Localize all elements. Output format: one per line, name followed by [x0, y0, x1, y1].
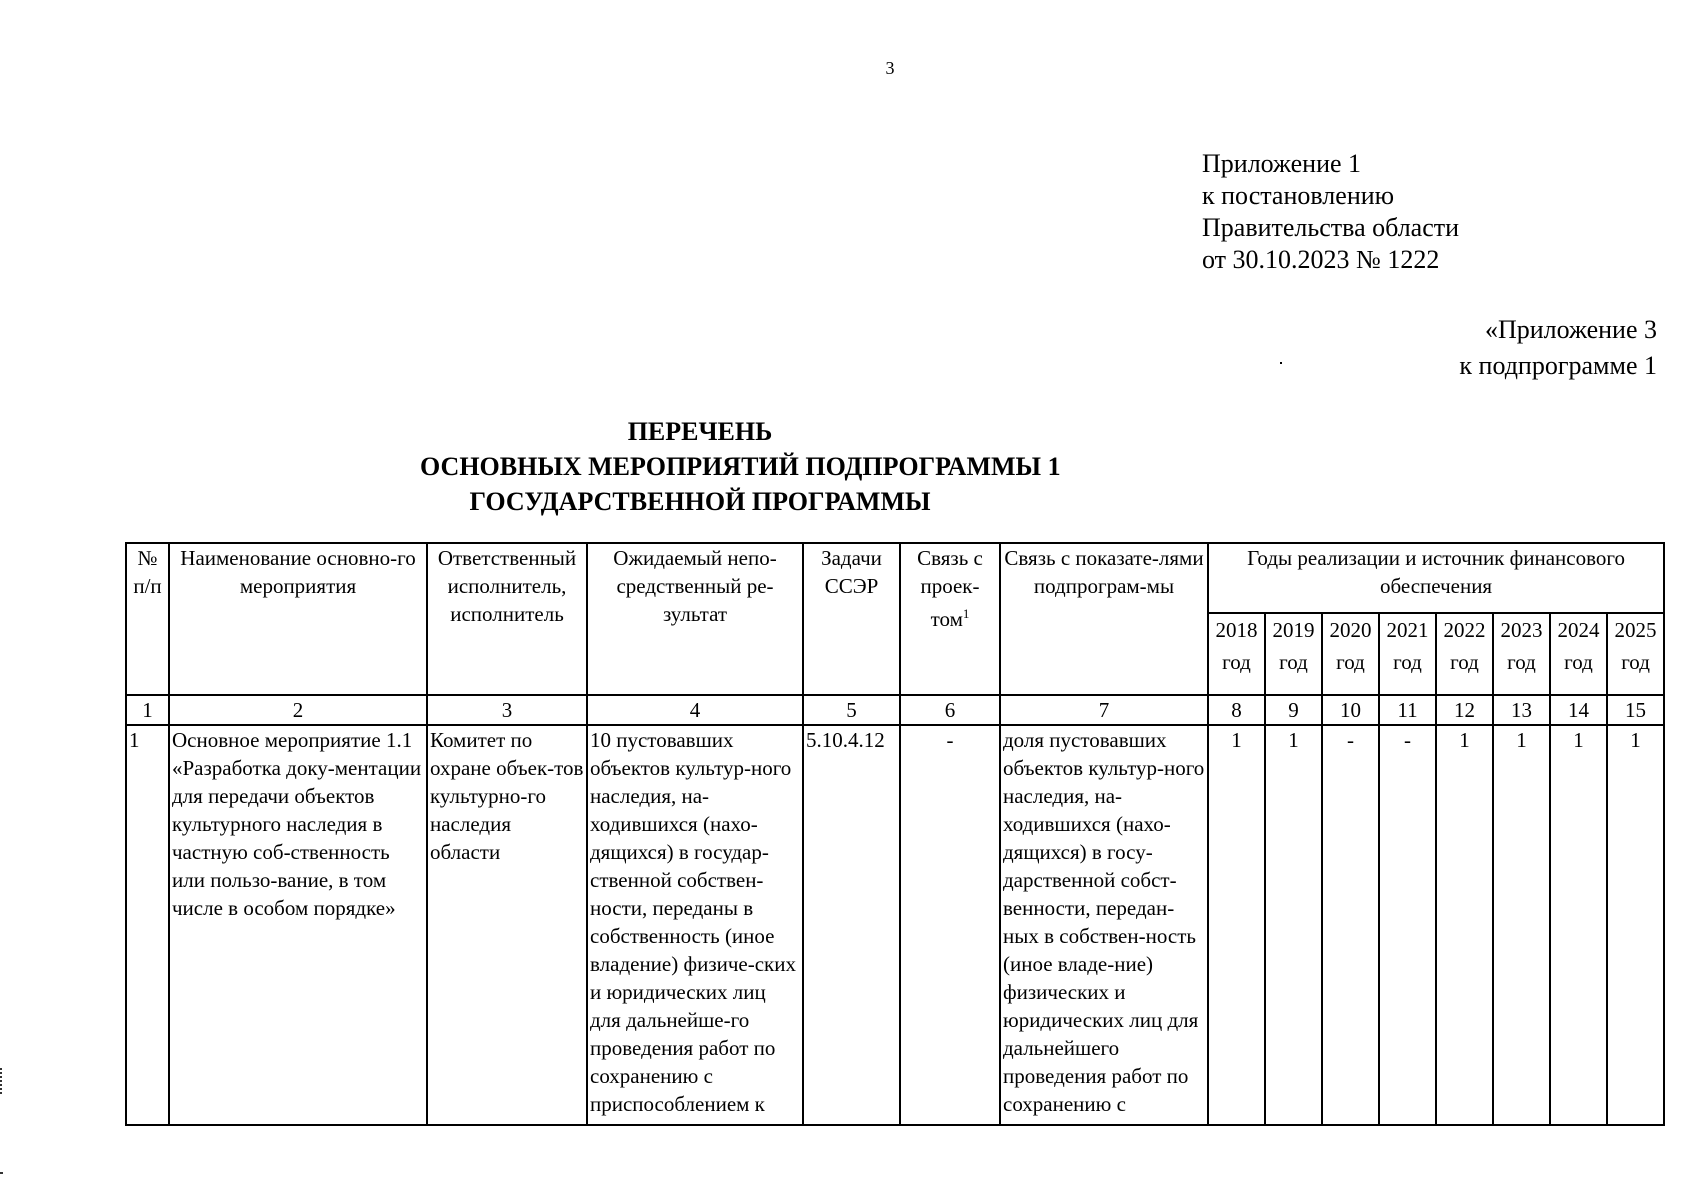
- title-line-1: ПЕРЕЧЕНЬ: [627, 417, 773, 446]
- measures-table: [125, 542, 1665, 1126]
- appendix-1-line-4: от 30.10.2023 № 1222: [1202, 245, 1440, 274]
- row-year-value: 1: [1607, 725, 1664, 1125]
- row-year-value: 1: [1208, 725, 1265, 1125]
- column-number: 7: [1000, 695, 1208, 725]
- header-indicators: Связь с показате-лями подпрограм-мы: [1000, 543, 1208, 695]
- column-number: 1: [126, 695, 169, 725]
- header-years-group: Годы реализации и источник финансового обеспечения: [1208, 543, 1664, 613]
- row-project: -: [900, 725, 1000, 1125]
- header-year: 2022 год: [1436, 613, 1493, 695]
- column-number: 6: [900, 695, 1000, 725]
- row-year-value: -: [1322, 725, 1379, 1125]
- column-number: 14: [1550, 695, 1607, 725]
- header-row: [126, 543, 1664, 613]
- title-line-2: ОСНОВНЫХ МЕРОПРИЯТИЙ ПОДПРОГРАММЫ 1: [420, 452, 1061, 481]
- column-number: 3: [427, 695, 587, 725]
- row-indicators: доля пустовавших объектов культур-ного наследия, на-ходившихся (нахо-дящихся) в госу-дарственной собст-венности, передан-ных в собствен-ность (иное владе-ние) физических и юридических лиц для дальнейшего проведения работ по сохранению с: [1000, 725, 1208, 1125]
- header-year: 2025 год: [1607, 613, 1664, 695]
- header-year: 2023 год: [1493, 613, 1550, 695]
- scan-speck: [1280, 362, 1282, 364]
- column-number: 11: [1379, 695, 1436, 725]
- row-executor: Комитет по охране объек-тов культурно-го наследия области: [427, 725, 587, 1125]
- row-year-value: 1: [1436, 725, 1493, 1125]
- column-number: 12: [1436, 695, 1493, 725]
- header-executor: Ответственный исполнитель, исполнитель: [427, 543, 587, 695]
- header-year: 2021 год: [1379, 613, 1436, 695]
- row-num: 1: [126, 725, 169, 1125]
- appendix-1-block: [1202, 148, 1459, 276]
- column-number: 15: [1607, 695, 1664, 725]
- header-year: 2020 год: [1322, 613, 1379, 695]
- header-name: Наименование основно-го мероприятия: [169, 543, 427, 695]
- margin-mark: [0, 1068, 4, 1094]
- column-number: 8: [1208, 695, 1265, 725]
- header-year: 2024 год: [1550, 613, 1607, 695]
- header-project-label: Связь с проек-том: [917, 546, 983, 631]
- header-result: Ожидаемый непо-средственный ре-зультат: [587, 543, 803, 695]
- column-number: 2: [169, 695, 427, 725]
- row-tasks: 5.10.4.12: [803, 725, 900, 1125]
- appendix-3-line-2: к подпрограмме 1: [1459, 351, 1657, 380]
- appendix-3-line-1: «Приложение 3: [1484, 315, 1657, 344]
- appendix-1-line-3: Правительства области: [1202, 213, 1460, 242]
- document-title: [420, 414, 1061, 519]
- appendix-3-block: [1459, 312, 1657, 384]
- page-number: 3: [885, 58, 895, 78]
- margin-mark: [0, 1172, 3, 1174]
- header-tasks: Задачи ССЭР: [803, 543, 900, 695]
- table-row: [126, 725, 1664, 1125]
- appendix-1-line-1: Приложение 1: [1202, 149, 1362, 178]
- row-result: 10 пустовавших объектов культур-ного наследия, на-ходившихся (нахо-дящихся) в государ-ственной собствен-ности, переданы в собственность (иное владение) физиче-ских и юридических лиц для дальнейше-го проведения работ по сохранению с приспособлением к: [587, 725, 803, 1125]
- row-name: Основное мероприятие 1.1 «Разработка доку-ментации для передачи объектов культурного наследия в частную соб-ственность или пользо-вание, в том числе в особом порядке»: [169, 725, 427, 1125]
- header-year: 2018 год: [1208, 613, 1265, 695]
- row-year-value: 1: [1550, 725, 1607, 1125]
- row-year-value: 1: [1265, 725, 1322, 1125]
- column-number: 9: [1265, 695, 1322, 725]
- appendix-1-line-2: к постановлению: [1202, 181, 1395, 210]
- column-numbers-row: [126, 695, 1664, 725]
- row-year-value: -: [1379, 725, 1436, 1125]
- header-num: № п/п: [126, 543, 169, 695]
- column-number: 10: [1322, 695, 1379, 725]
- row-year-value: 1: [1493, 725, 1550, 1125]
- column-number: 4: [587, 695, 803, 725]
- header-year: 2019 год: [1265, 613, 1322, 695]
- column-number: 13: [1493, 695, 1550, 725]
- column-number: 5: [803, 695, 900, 725]
- title-line-3: ГОСУДАРСТВЕННОЙ ПРОГРАММЫ: [469, 487, 931, 516]
- header-project: [900, 543, 1000, 695]
- header-project-footnote: 1: [962, 606, 970, 621]
